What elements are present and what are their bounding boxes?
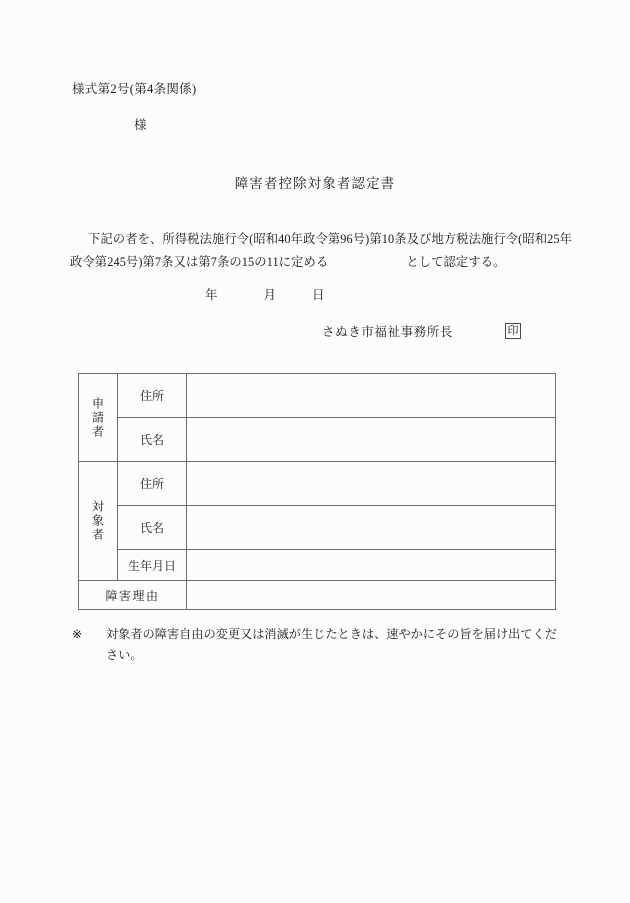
table-row bbox=[79, 418, 556, 462]
label-subject-address: 住所 bbox=[118, 462, 187, 506]
label-disability-reason: 障害理由 bbox=[79, 581, 187, 610]
label-applicant-name: 氏名 bbox=[118, 418, 187, 462]
form-code: 様式第2号(第4条関係) bbox=[72, 82, 197, 96]
body-line-1: 下記の者を、所得税法施行令(昭和40年政令第96号)第10条及び地方税法施行令(昭和25年 bbox=[88, 232, 573, 246]
label-applicant-address: 住所 bbox=[118, 374, 187, 418]
table-row bbox=[79, 462, 556, 506]
applicant-subject-table bbox=[78, 373, 556, 610]
issuer-line bbox=[322, 322, 521, 340]
group-label-subject: 対象者 bbox=[79, 462, 118, 581]
value-applicant-name[interactable] bbox=[187, 418, 556, 462]
issuer-name: さぬき市福祉事務所長 bbox=[322, 325, 454, 339]
body-paragraph bbox=[70, 228, 573, 274]
table-row bbox=[79, 550, 556, 581]
value-subject-address[interactable] bbox=[187, 462, 556, 506]
value-subject-birthdate[interactable] bbox=[187, 550, 556, 581]
addressee-honorific: 様 bbox=[134, 118, 147, 132]
footnote-mark-icon: ※ bbox=[72, 627, 83, 641]
date-month-label: 月 bbox=[263, 288, 277, 302]
body-line-2-before-blank: 政令第245号)第7条又は第7条の15の11に定める bbox=[70, 255, 329, 269]
label-subject-birthdate: 生年月日 bbox=[118, 550, 187, 581]
date-day-label: 日 bbox=[312, 288, 325, 302]
value-disability-reason[interactable] bbox=[187, 581, 556, 610]
table-row bbox=[79, 581, 556, 610]
date-line bbox=[205, 285, 325, 303]
page-title: 障害者控除対象者認定書 bbox=[234, 176, 396, 191]
group-label-applicant: 申請者 bbox=[79, 374, 118, 462]
label-subject-name: 氏名 bbox=[118, 506, 187, 550]
table-row bbox=[79, 374, 556, 418]
value-subject-name[interactable] bbox=[187, 506, 556, 550]
date-year-label: 年 bbox=[205, 288, 218, 302]
body-line-2 bbox=[70, 251, 562, 274]
table-row bbox=[79, 506, 556, 550]
value-applicant-address[interactable] bbox=[187, 374, 556, 418]
footnote bbox=[72, 624, 564, 666]
seal-stamp-box: 印 bbox=[505, 323, 521, 339]
body-line-2-after-blank: として認定する。 bbox=[406, 255, 506, 269]
footnote-text: 対象者の障害自由の変更又は消滅が生じたときは、速やかにその旨を届け出てください。 bbox=[106, 627, 557, 662]
